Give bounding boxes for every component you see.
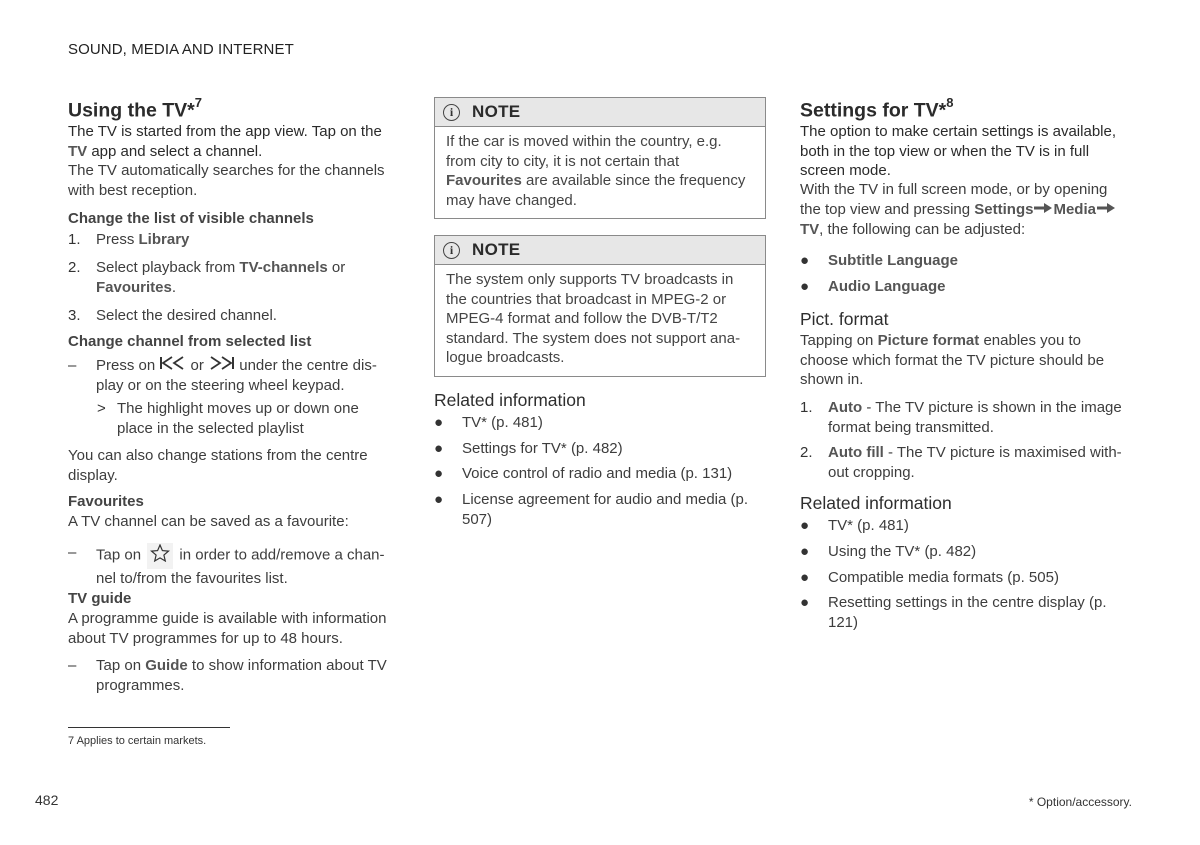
bullet-icon: ● <box>800 569 810 586</box>
note-label: NOTE <box>472 240 521 260</box>
bullet-icon: ● <box>434 414 444 431</box>
bullet-icon: ● <box>434 465 444 482</box>
note-text: The system only supports TV broadcasts in the countries that broadcast in MPEG-2 or MPEG-4 format and follow the DVB-T/T2 standard. The system does not support ana-logue broadcasts. <box>446 271 741 366</box>
bullet-icon: ● <box>800 543 810 560</box>
page-title-settings-tv: Settings for TV*$^8$ <box>800 95 954 122</box>
note-text: If the car is moved within the country, e.g. from city to city, it is not certain that Favourites are available since the frequency may have changed. <box>446 133 746 209</box>
note-box-favourites <box>434 97 766 219</box>
info-icon: i <box>443 104 460 121</box>
next-track-icon <box>208 356 235 376</box>
pict-format-text: Tapping on Picture format enables you to choose which format the TV picture should be shown in. <box>800 332 1105 388</box>
previous-track-icon <box>159 356 186 376</box>
bullet-icon: ● <box>800 278 810 295</box>
bullet-icon: ● <box>434 491 444 508</box>
arrow-right-icon <box>1096 200 1116 220</box>
bullet-icon: ● <box>434 440 444 457</box>
note-header <box>435 236 765 265</box>
tv-guide-text: A programme guide is available with information about TV programmes for up to 48 hours. <box>68 610 387 647</box>
page-title-using-tv: Using the TV*$^7$ <box>68 95 202 122</box>
favourites-text: A TV channel can be saved as a favourite: <box>68 513 349 530</box>
heading-pict-format: Pict. format <box>800 309 889 329</box>
info-icon: i <box>443 242 460 259</box>
note-label: NOTE <box>472 102 521 122</box>
bullet-icon: ● <box>800 252 810 269</box>
footnote-divider <box>68 727 230 728</box>
option-accessory-note: * Option/accessory. <box>1028 795 1132 809</box>
fullscreen-text: With the TV in full screen mode, or by opening the top view and pressing Settings MediaTV, the following can be adjusted: <box>800 180 1132 240</box>
footnote: 7 Applies to certain markets. <box>68 735 207 747</box>
related-info-heading: Related information <box>800 493 952 513</box>
page-number: 482 <box>35 792 59 808</box>
intro-auto-search: The TV automatically searches for the channels with best reception. <box>68 162 385 199</box>
star-icon <box>147 543 173 569</box>
note-box-broadcast <box>434 235 766 377</box>
section-header: SOUND, MEDIA AND INTERNET <box>68 41 294 58</box>
bullet-icon: ● <box>800 594 810 611</box>
heading-change-list: Change the list of visible channels <box>68 210 314 227</box>
also-change-text: You can also change stations from the centre display. <box>68 447 368 484</box>
arrow-right-icon <box>1033 200 1053 220</box>
heading-change-channel: Change channel from selected list <box>68 333 312 350</box>
heading-favourites: Favourites <box>68 493 144 510</box>
settings-intro: The option to make certain settings is available, both in the top view or when the TV is in full screen mode. <box>800 123 1117 179</box>
related-info-heading: Related information <box>434 390 586 410</box>
heading-tv-guide: TV guide <box>68 590 132 607</box>
bullet-icon: ● <box>800 517 810 534</box>
tv-app-link: TV <box>68 142 88 160</box>
intro-start: The TV is started from the app view. Tap on the TV app and select a channel. <box>68 123 382 160</box>
note-header <box>435 98 765 127</box>
